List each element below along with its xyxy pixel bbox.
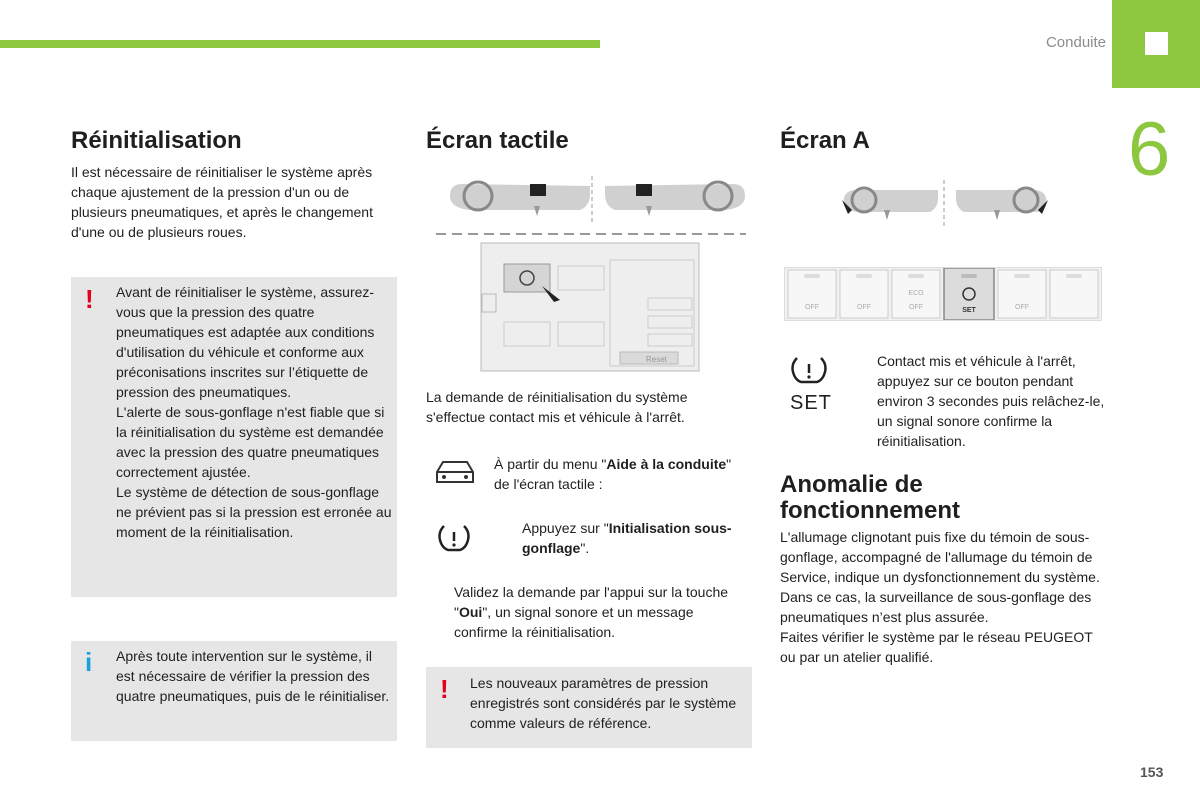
dashboard-left-hand-drive bbox=[450, 182, 590, 216]
step-validate-text bbox=[454, 582, 734, 642]
button-label: SET bbox=[962, 307, 976, 314]
tpms-icon bbox=[787, 354, 831, 388]
step-init-pre: Appuyez sur " bbox=[522, 520, 609, 536]
step-menu-bold: Aide à la conduite bbox=[606, 456, 727, 472]
step-menu-text bbox=[494, 454, 734, 494]
set-icon-label: SET bbox=[790, 392, 832, 414]
step-init-text bbox=[522, 518, 732, 558]
button-label: OFF bbox=[909, 304, 923, 311]
eco-label: ECO bbox=[908, 290, 924, 297]
step-init-bold: Initialisation sous-gonflage bbox=[522, 520, 732, 556]
header-accent-bar bbox=[0, 40, 600, 48]
tpms-icon bbox=[436, 522, 472, 554]
switch-panel-buttons bbox=[786, 268, 1100, 320]
warning-box-touch bbox=[426, 667, 752, 748]
touchscreen-illustration bbox=[480, 242, 700, 372]
page-number: 153 bbox=[1140, 764, 1164, 780]
info-box-reinit bbox=[71, 641, 397, 741]
dashboard-illustration-touch bbox=[430, 172, 750, 242]
section-title-anomalie: Anomalie de fonctionnement bbox=[780, 471, 960, 525]
touchscreen-reset-label: Reset bbox=[646, 355, 667, 364]
step-init-post: ". bbox=[580, 540, 590, 556]
chapter-title: Conduite bbox=[1045, 34, 1106, 51]
chapter-tab bbox=[1112, 0, 1200, 88]
car-driving-aid-icon bbox=[433, 456, 477, 490]
section-title-ecran-tactile: Écran tactile bbox=[426, 127, 569, 154]
button-label: OFF bbox=[1015, 304, 1029, 311]
button-label: OFF bbox=[805, 304, 819, 311]
step-menu-post: " de l'écran tactile : bbox=[494, 456, 732, 492]
screen-a-step-text: Contact mis et véhicule à l'arrêt, appuyez sur ce bouton pendant environ 3 secondes puis relâchez-le, un signal sonore confirme la réinitialisation. bbox=[877, 353, 1105, 449]
warning-text: Avant de réinitialiser le système, assurez-vous que la pression des quatre pneumatiques est adaptée aux conditions d'utilisation du véhicule et conforme aux préconisations inscrites sur l’étiquette de pression des pneumatiques. L'alerte de sous-gonflage n'est fiable que si la réinitialisation du système est demandée avec la pression des quatre pneumatiques correctement ajustée. Le système de détection de sous-gonflage ne prévient pas si la pression est erronée au moment de la réinitialisation. bbox=[116, 284, 392, 540]
step-validate-post: ", un signal sonore et un message confirme la réinitialisation. bbox=[454, 604, 694, 640]
warning-box-reinit bbox=[71, 277, 397, 597]
dashboard-right-hand-drive bbox=[605, 182, 745, 216]
touch-intro-text: La demande de réinitialisation du système s'effectue contact mis et véhicule à l'arrêt. bbox=[426, 389, 688, 425]
warning-icon: ! bbox=[440, 674, 449, 704]
step-validate-bold: Oui bbox=[458, 604, 483, 620]
chapter-tab-square bbox=[1145, 32, 1168, 55]
reinit-intro-text: Il est nécessaire de réinitialiser le système après chaque ajustement de la pression d'un ou de plusieurs pneumatiques, et après le changement d'une ou de plusieurs roues. bbox=[71, 164, 373, 240]
dashboard-illustration-screen-a bbox=[840, 180, 1050, 230]
step-menu-pre: À partir du menu " bbox=[494, 456, 607, 472]
step-validate-pre: Validez la demande par l'appui sur la touche " bbox=[454, 584, 729, 620]
info-text: Après toute intervention sur le système, il est nécessaire de vérifier la pression des quatre pneumatiques, puis de le réinitialiser. bbox=[116, 648, 390, 704]
section-title-ecran-a: Écran A bbox=[780, 127, 870, 154]
section-title-reinitialisation: Réinitialisation bbox=[71, 127, 242, 154]
anomaly-text: L'allumage clignotant puis fixe du témoin de sous-gonflage, accompagné de l'allumage du témoin de Service, indique un dysfonctionnement du système. Dans ce cas, la surveillance de sous-gonflage des pneumatiques n’est plus assurée. Faites vérifier le système par le réseau PEUGEOT ou par un atelier qualifié. bbox=[780, 529, 1100, 665]
chapter-number: 6 bbox=[1128, 107, 1171, 192]
touchscreen-tpms-button bbox=[504, 264, 550, 292]
warning-text: Les nouveaux paramètres de pression enregistrés sont considérés par le système comme valeurs de référence. bbox=[470, 675, 737, 731]
button-label: OFF bbox=[857, 304, 871, 311]
warning-icon: ! bbox=[85, 284, 94, 314]
info-icon: i bbox=[85, 647, 93, 677]
